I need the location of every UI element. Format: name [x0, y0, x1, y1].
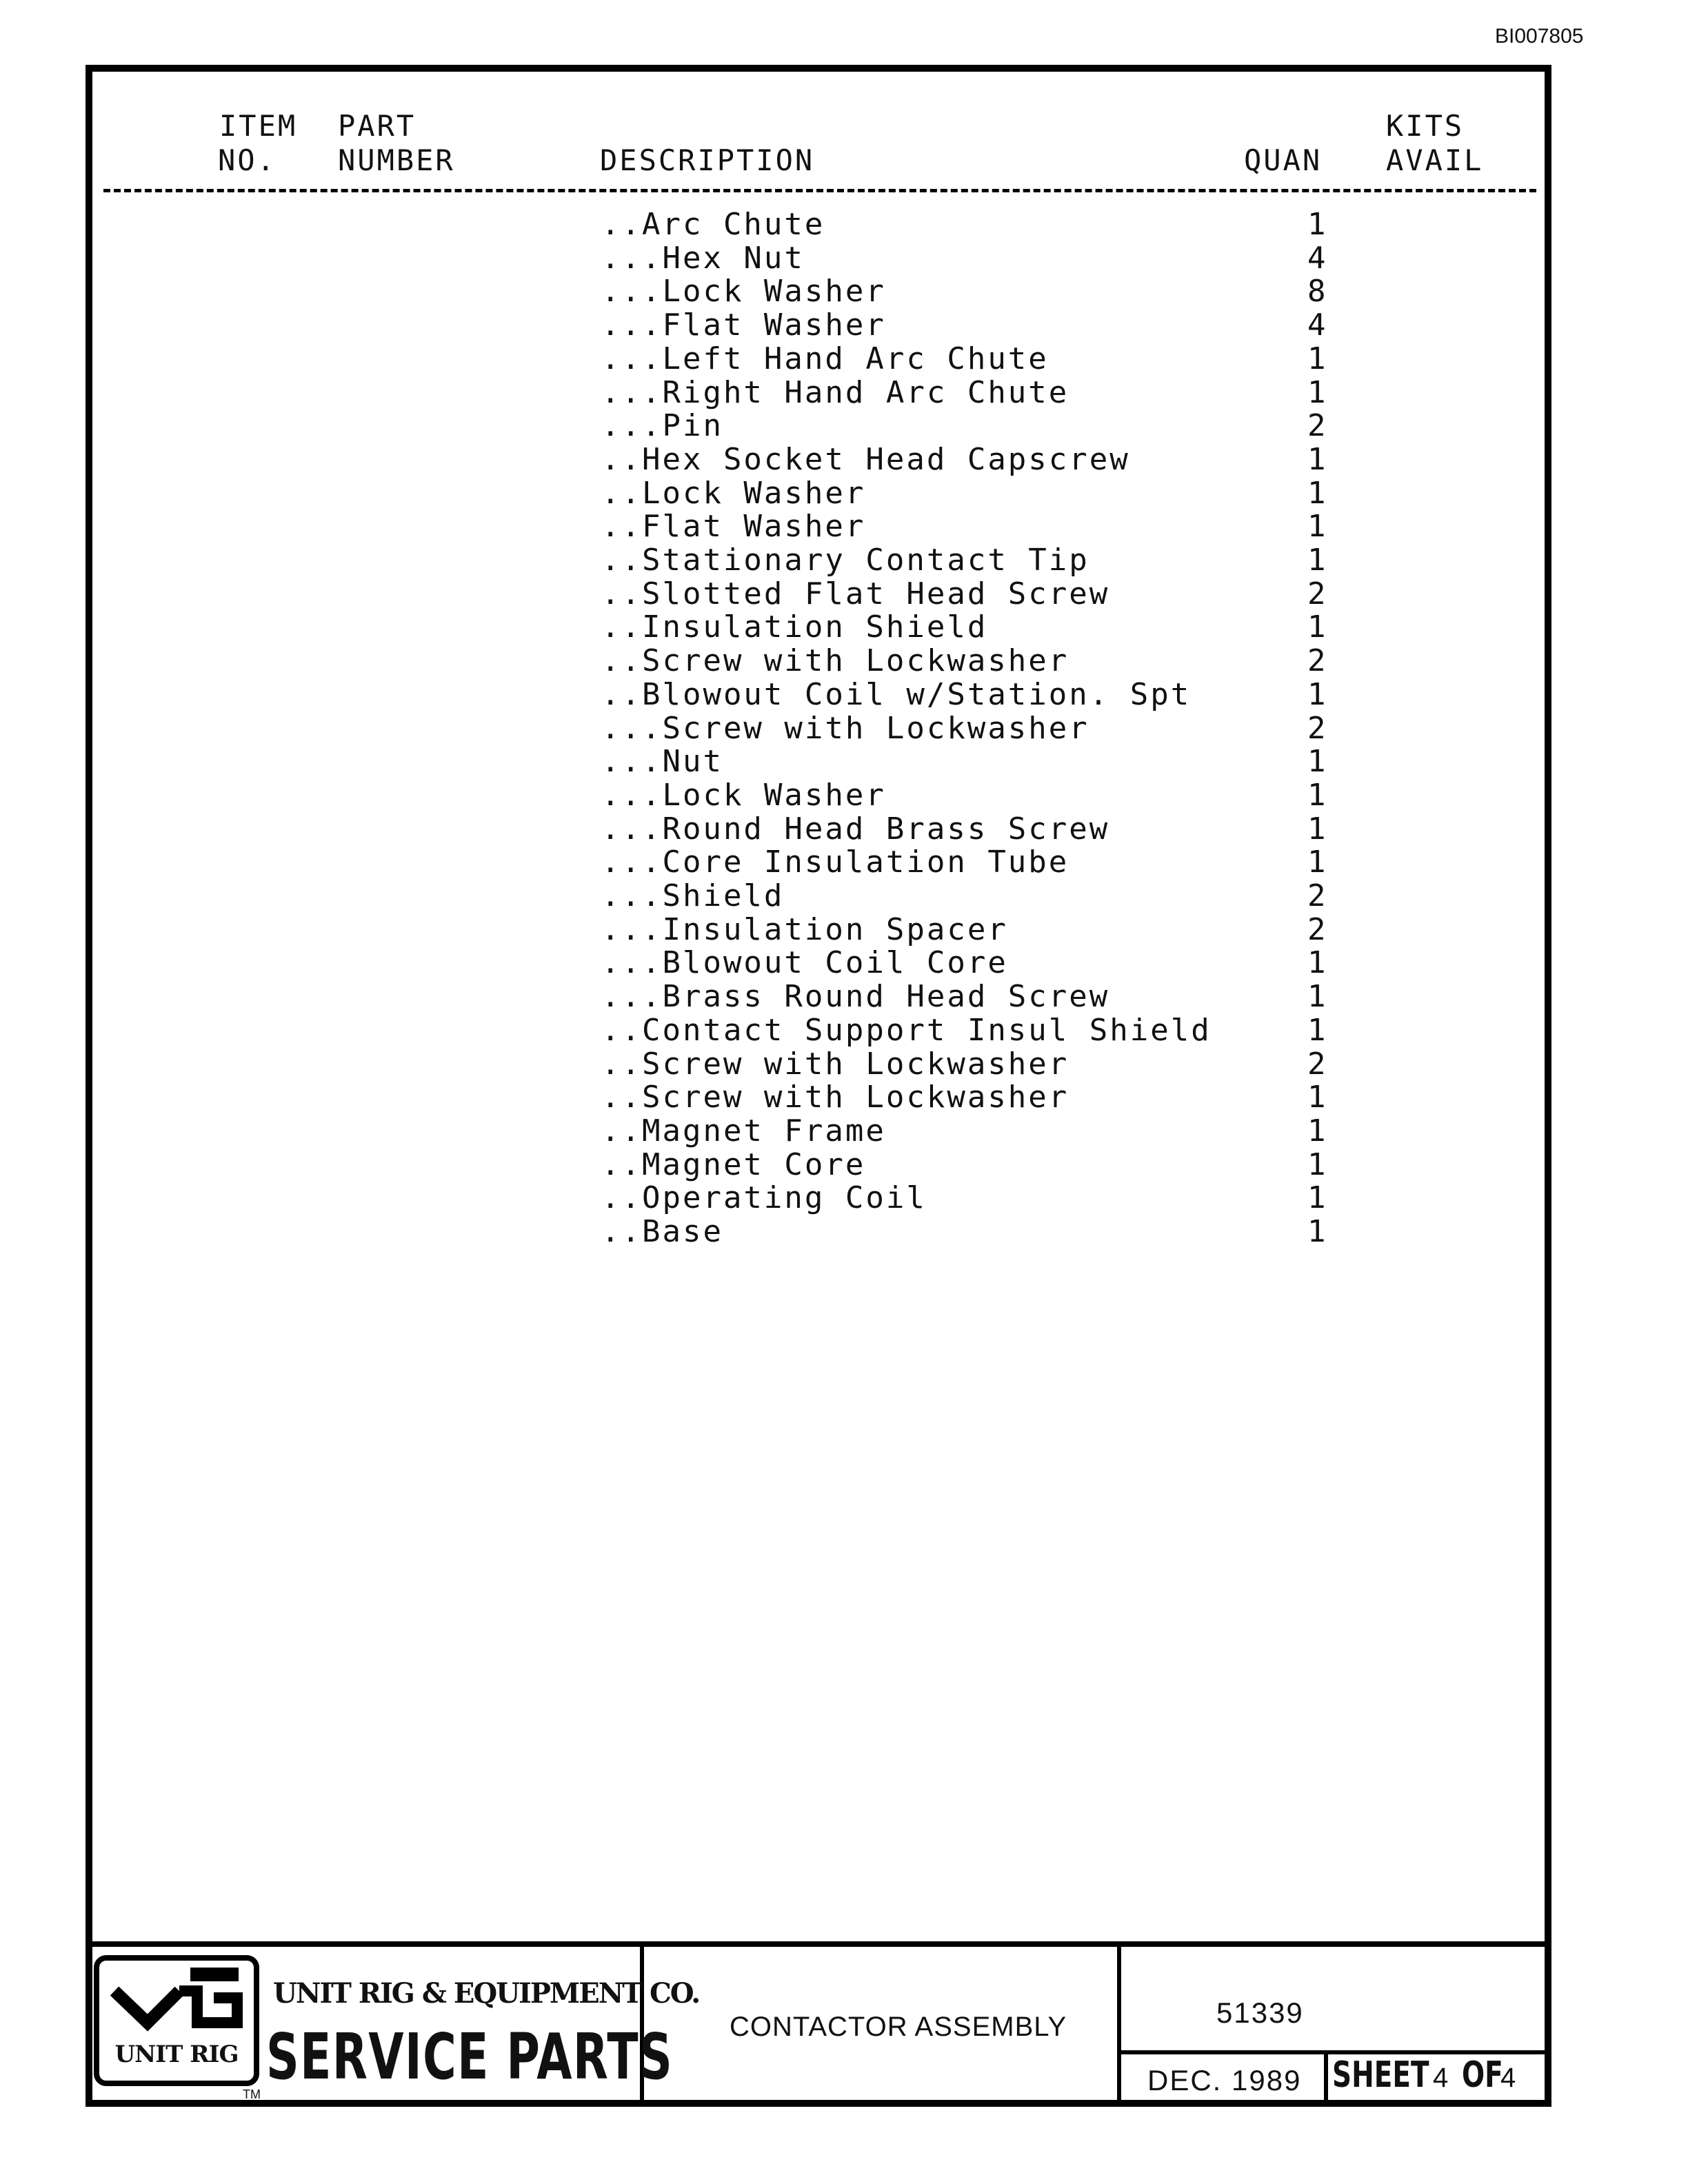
quantity: 1 — [1307, 207, 1328, 242]
assembly-title: CONTACTOR ASSEMBLY — [730, 2012, 1067, 2042]
quantity: 1 — [1307, 1180, 1328, 1216]
description: ...Lock Washer — [601, 274, 886, 310]
description: ...Blowout Coil Core — [601, 945, 1008, 981]
description: ..Base — [601, 1214, 723, 1249]
sheet-number: 4 — [1433, 2063, 1449, 2093]
issue-date: DEC. 1989 — [1147, 2064, 1302, 2096]
quantity: 1 — [1307, 1113, 1328, 1149]
description: ...Hex Nut — [601, 240, 805, 276]
header-kits-line1: KITS — [1386, 109, 1465, 143]
quantity: 4 — [1307, 307, 1328, 343]
quantity: 2 — [1307, 878, 1328, 913]
description: ...Flat Washer — [601, 307, 886, 343]
quantity: 2 — [1307, 710, 1328, 746]
company-name: UNIT RIG & EQUIPMENT CO. — [273, 1977, 700, 2010]
description: ..Screw with Lockwasher — [601, 643, 1069, 679]
header-item-line2: NO. — [218, 143, 277, 177]
quantity: 1 — [1307, 543, 1328, 578]
header-description: DESCRIPTION — [600, 143, 815, 177]
description: ..Screw with Lockwasher — [601, 1080, 1069, 1115]
description: ..Hex Socket Head Capscrew — [601, 441, 1130, 477]
description: ...Insulation Spacer — [601, 911, 1008, 947]
sheet-label: SHEET — [1332, 2054, 1429, 2096]
quantity: 2 — [1307, 643, 1328, 679]
header-kits-line2: AVAIL — [1386, 143, 1484, 177]
header-quan: QUAN — [1244, 143, 1323, 177]
header-item-line1: ITEM — [219, 109, 298, 143]
header-part-line2: NUMBER — [338, 143, 455, 177]
description: ..Screw with Lockwasher — [601, 1046, 1069, 1082]
quantity: 1 — [1307, 374, 1328, 410]
logo-trademark: TM — [243, 2087, 261, 2101]
quantity: 1 — [1307, 1214, 1328, 1249]
drawing-number: 51339 — [1216, 1996, 1304, 2029]
header-part-line1: PART — [338, 109, 416, 143]
quantity: 1 — [1307, 341, 1328, 376]
quantity: 2 — [1307, 1046, 1328, 1082]
description: ..Magnet Frame — [601, 1113, 886, 1149]
quantity: 1 — [1307, 1080, 1328, 1115]
description: ...Shield — [601, 878, 785, 913]
description: ...Left Hand Arc Chute — [601, 341, 1049, 376]
quantity: 2 — [1307, 408, 1328, 444]
header-divider — [103, 189, 1536, 192]
description: ..Insulation Shield — [601, 609, 988, 645]
description: ...Pin — [601, 408, 723, 444]
quantity: 8 — [1307, 274, 1328, 310]
description: ..Contact Support Insul Shield — [601, 1012, 1212, 1048]
quantity: 1 — [1307, 1012, 1328, 1048]
description: ..Slotted Flat Head Screw — [601, 576, 1110, 611]
of-label: OF — [1462, 2054, 1503, 2096]
logo-text: UNIT RIG — [114, 2041, 239, 2068]
quantity: 1 — [1307, 475, 1328, 511]
quantity: 2 — [1307, 576, 1328, 611]
quantity: 1 — [1307, 811, 1328, 847]
description: ..Flat Washer — [601, 509, 866, 545]
description: ...Round Head Brass Screw — [601, 811, 1110, 847]
description: ...Core Insulation Tube — [601, 845, 1069, 880]
company-logo — [94, 1955, 259, 2086]
quantity: 1 — [1307, 441, 1328, 477]
description: ..Arc Chute — [601, 207, 825, 242]
quantity: 1 — [1307, 676, 1328, 712]
description: ...Right Hand Arc Chute — [601, 374, 1069, 410]
quantity: 1 — [1307, 979, 1328, 1015]
quantity: 1 — [1307, 945, 1328, 981]
quantity: 1 — [1307, 609, 1328, 645]
quantity: 1 — [1307, 744, 1328, 780]
logo-mark-icon — [99, 1963, 254, 2039]
quantity: 1 — [1307, 777, 1328, 813]
document-id: BI007805 — [1495, 25, 1584, 48]
quantity: 1 — [1307, 509, 1328, 545]
description: ..Stationary Contact Tip — [601, 543, 1089, 578]
quantity: 2 — [1307, 911, 1328, 947]
quantity: 1 — [1307, 1146, 1328, 1182]
description: ...Screw with Lockwasher — [601, 710, 1089, 746]
description: ...Lock Washer — [601, 777, 886, 813]
service-parts-label: SERVICE PARTS — [266, 2020, 674, 2094]
description: ..Lock Washer — [601, 475, 866, 511]
quantity: 1 — [1307, 845, 1328, 880]
description: ...Brass Round Head Screw — [601, 979, 1110, 1015]
description: ..Blowout Coil w/Station. Spt — [601, 676, 1192, 712]
sheet-total: 4 — [1500, 2063, 1516, 2093]
description: ..Magnet Core — [601, 1146, 866, 1182]
quantity: 4 — [1307, 240, 1328, 276]
description: ...Nut — [601, 744, 723, 780]
description: ..Operating Coil — [601, 1180, 927, 1216]
